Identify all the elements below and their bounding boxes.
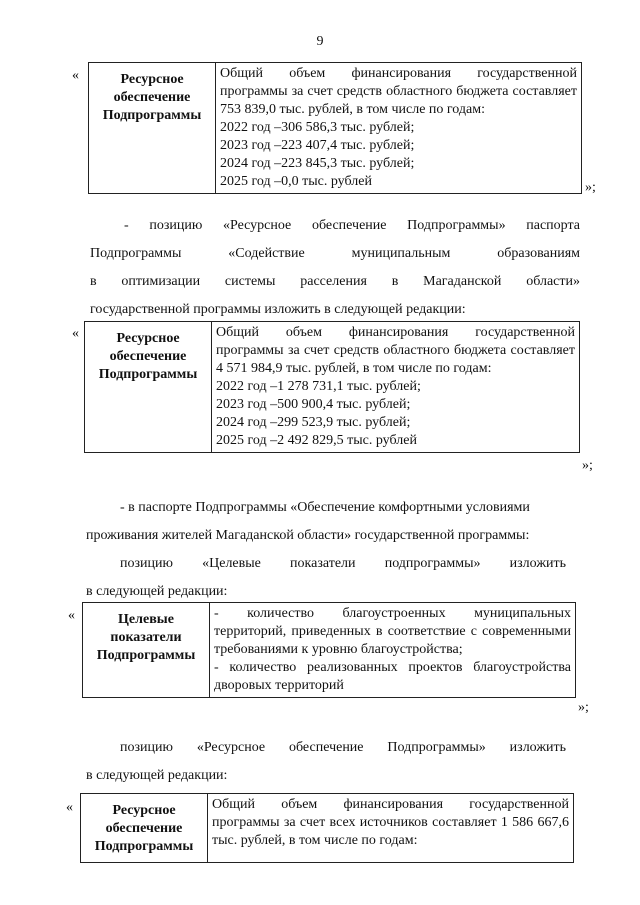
paragraph-line: Подпрограммы «Содействие муниципальным образованиям bbox=[90, 246, 580, 261]
table-text bbox=[216, 63, 582, 194]
open-quote: « bbox=[72, 68, 79, 83]
text-line: - количество реализованных проектов благоустройства дворовых территорий bbox=[214, 660, 571, 693]
paragraph-line: в оптимизации системы расселения в Магаданской области» bbox=[90, 274, 580, 289]
text-line: Общий объем финансирования государственной программы за счет средств областного бюджета составляет 4 571 984,9 тыс. рублей, в том числе по годам: bbox=[216, 325, 575, 376]
paragraph bbox=[86, 494, 580, 606]
text-line: 2025 год –2 492 829,5 тыс. рублей bbox=[216, 433, 417, 448]
paragraph-line: проживания жителей Магаданской области» государственной программы: bbox=[86, 528, 530, 543]
open-quote: « bbox=[66, 800, 73, 815]
table-text bbox=[208, 794, 574, 863]
text-line: 2022 год –1 278 731,1 тыс. рублей; bbox=[216, 379, 421, 394]
paragraph-line: позицию «Целевые показатели подпрограммы» изложить bbox=[120, 556, 566, 571]
page-number: 9 bbox=[316, 34, 324, 49]
close-quote: »; bbox=[578, 700, 589, 715]
paragraph-line: - позицию «Ресурсное обеспечение Подпрограммы» паспорта bbox=[124, 218, 580, 233]
paragraph-line: в следующей редакции: bbox=[86, 768, 228, 783]
table-text bbox=[210, 603, 576, 698]
resource-table-2 bbox=[84, 321, 580, 453]
close-quote: »; bbox=[582, 458, 593, 473]
text-line: 2023 год –500 900,4 тыс. рублей; bbox=[216, 397, 411, 412]
text-line: 2022 год –306 586,3 тыс. рублей; bbox=[220, 120, 415, 135]
paragraph-line: государственной программы изложить в следующей редакции: bbox=[90, 302, 466, 317]
table-label: Целевые показатели Подпрограммы bbox=[83, 603, 210, 698]
open-quote: « bbox=[68, 608, 75, 623]
paragraph-line: - в паспорте Подпрограммы «Обеспечение комфортными условиями bbox=[120, 500, 530, 515]
text-line: Общий объем финансирования государственной программы за счет всех источников составляет 1 586 667,6 тыс. рублей, в том числе по годам: bbox=[212, 797, 569, 848]
table-text bbox=[212, 322, 580, 453]
open-quote: « bbox=[72, 326, 79, 341]
table-label: Ресурсное обеспечение Подпрограммы bbox=[85, 322, 212, 453]
text-line: 2024 год –223 845,3 тыс. рублей; bbox=[220, 156, 415, 171]
close-quote: »; bbox=[585, 180, 596, 195]
table-label: Ресурсное обеспечение Подпрограммы bbox=[89, 63, 216, 194]
text-line: 2025 год –0,0 тыс. рублей bbox=[220, 174, 372, 189]
text-line: - количество благоустроенных муниципальных территорий, приведенных в соответствие с современными требованиями к уровню благоустройства; bbox=[214, 606, 571, 657]
paragraph bbox=[90, 212, 580, 324]
text-line: 2023 год –223 407,4 тыс. рублей; bbox=[220, 138, 415, 153]
text-line: Общий объем финансирования государственной программы за счет средств областного бюджета составляет 753 839,0 тыс. рублей, в том числе по годам: bbox=[220, 66, 577, 117]
paragraph-line: позицию «Ресурсное обеспечение Подпрограммы» изложить bbox=[120, 740, 566, 755]
text-line: 2024 год –299 523,9 тыс. рублей; bbox=[216, 415, 411, 430]
paragraph bbox=[86, 734, 580, 790]
paragraph-line: в следующей редакции: bbox=[86, 584, 228, 599]
resource-table-1 bbox=[88, 62, 582, 194]
indicators-table bbox=[82, 602, 576, 698]
table-label: Ресурсное обеспечение Подпрограммы bbox=[81, 794, 208, 863]
resource-table-3 bbox=[80, 793, 574, 863]
